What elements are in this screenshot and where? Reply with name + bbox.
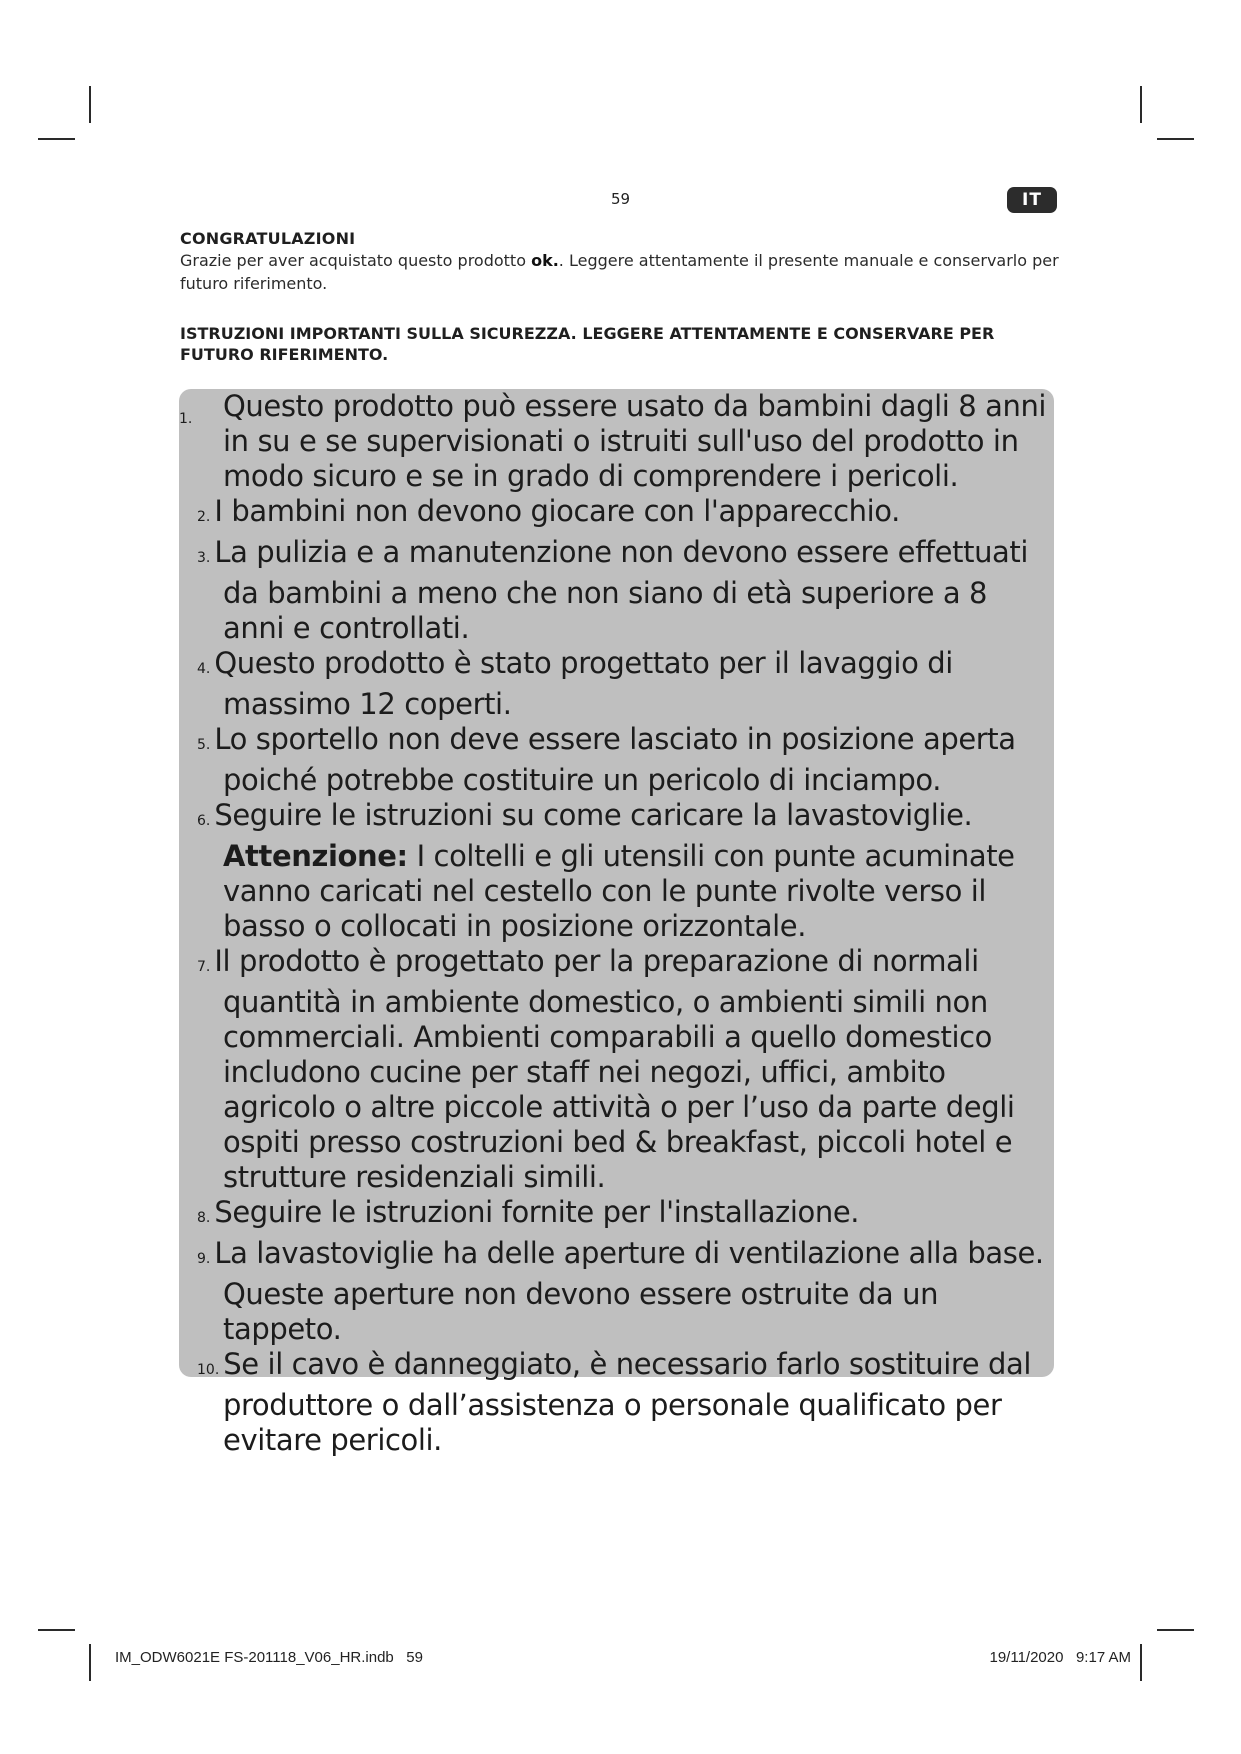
item-text: Se il cavo è danneggiato, è necessario farlo sostituire dal produttore o dall’assistenza o personale qualificato per evitare pericoli. xyxy=(223,1347,1032,1457)
list-item xyxy=(179,1347,1054,1458)
page-number: 59 xyxy=(610,190,631,208)
list-item xyxy=(179,389,1054,494)
item-number: 4. xyxy=(197,661,211,677)
list-item xyxy=(179,535,1054,646)
list-item xyxy=(179,944,1054,1195)
warning-label: Attenzione: xyxy=(223,839,408,873)
item-number: 10. xyxy=(197,1362,220,1378)
intro-paragraph xyxy=(180,249,1060,295)
list-item xyxy=(179,722,1054,798)
list-item xyxy=(179,1195,1054,1236)
list-item xyxy=(179,798,1054,944)
item-number: 5. xyxy=(197,737,211,753)
language-badge: IT xyxy=(1007,187,1057,213)
footer-file-info: IM_ODW6021E FS-201118_V06_HR.indb 59 xyxy=(115,1649,423,1666)
intro-text-after: . Leggere attentamente il presente manuale e conservarlo per futuro riferimento. xyxy=(180,251,1059,293)
intro-text-before: Grazie per aver acquistato questo prodotto xyxy=(180,251,532,270)
safety-instructions-panel xyxy=(179,389,1054,1457)
brand-name: ok. xyxy=(531,251,559,270)
item-number: 9. xyxy=(197,1251,211,1267)
item-text: I bambini non devono giocare con l'apparecchio. xyxy=(214,494,900,528)
crop-mark xyxy=(89,1644,91,1681)
safety-list xyxy=(179,389,1054,1458)
item-number: 1. xyxy=(179,411,193,427)
crop-mark xyxy=(1157,1629,1194,1631)
crop-mark xyxy=(38,138,75,140)
item-text: Seguire le istruzioni su come caricare la lavastoviglie. xyxy=(214,798,973,832)
item-text: La pulizia e a manutenzione non devono essere effettuati da bambini a meno che non siano di età superiore a 8 anni e controllati. xyxy=(214,535,1029,645)
crop-mark xyxy=(1157,138,1194,140)
warning-text: I coltelli e gli utensili con punte acuminate vanno caricati nel cestello con le punte rivolte verso il basso o collocati in posizione orizzontale. xyxy=(223,839,1015,943)
item-number: 6. xyxy=(197,813,211,829)
item-number: 8. xyxy=(197,1210,211,1226)
safety-heading: ISTRUZIONI IMPORTANTI SULLA SICUREZZA. LEGGERE ATTENTAMENTE E CONSERVARE PER FUTURO RIFERIMENTO. xyxy=(180,324,995,364)
crop-mark xyxy=(1140,86,1142,123)
item-text: Questo prodotto può essere usato da bambini dagli 8 anni in su e se supervisionati o istruiti sull'uso del prodotto in modo sicuro e se in grado di comprendere i pericoli. xyxy=(223,389,1047,493)
item-text: Seguire le istruzioni fornite per l'installazione. xyxy=(214,1195,860,1229)
item-number: 2. xyxy=(197,509,211,525)
item-text: Lo sportello non deve essere lasciato in posizione aperta poiché potrebbe costituire un pericolo di inciampo. xyxy=(214,722,1016,797)
crop-mark xyxy=(38,1629,75,1631)
item-text: Questo prodotto è stato progettato per il lavaggio di massimo 12 coperti. xyxy=(214,646,953,721)
list-item xyxy=(179,494,1054,535)
footer-timestamp: 19/11/2020 9:17 AM xyxy=(989,1649,1131,1666)
item-number: 7. xyxy=(197,959,211,975)
crop-mark xyxy=(89,86,91,123)
section-title: CONGRATULAZIONI xyxy=(180,229,356,248)
item-number: 3. xyxy=(197,550,211,566)
list-item xyxy=(179,646,1054,722)
crop-mark xyxy=(1140,1644,1142,1681)
item-text: Il prodotto è progettato per la preparazione di normali quantità in ambiente domestico, o ambienti simili non commerciali. Ambienti comparabili a quello domestico includono cucine per staff nei negozi, uffici, ambito agricolo o altre piccole attività o per l’uso da parte degli ospiti presso costruzioni bed & breakfast, piccoli hotel e strutture residenziali simili. xyxy=(214,944,1015,1194)
item-text: La lavastoviglie ha delle aperture di ventilazione alla base. Queste aperture non devono essere ostruite da un tappeto. xyxy=(214,1236,1044,1346)
list-item xyxy=(179,1236,1054,1347)
